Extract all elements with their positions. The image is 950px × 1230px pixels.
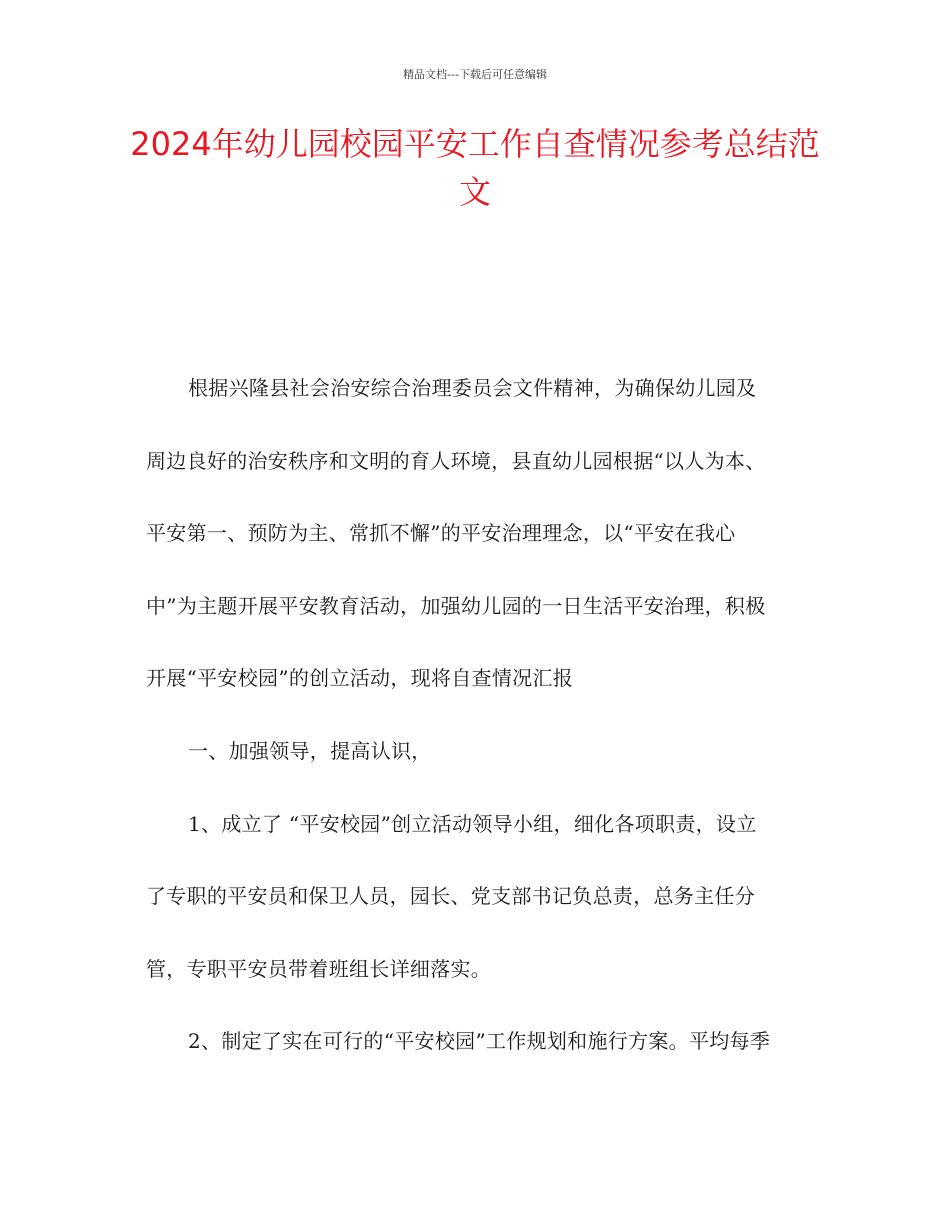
paragraph-line: 开展“平安校园”的创立活动，现将自查情况汇报: [146, 666, 574, 691]
section-heading: 一、加强领导，提高认识，: [188, 738, 432, 763]
paragraph-line: 根据兴隆县社会治安综合治理委员会文件精神，为确保幼儿园及: [188, 376, 757, 400]
document-body: [146, 362, 806, 1088]
paragraph-line: 周边良好的治安秩序和文明的育人环境，县直幼儿园根据“以人为本、: [146, 448, 766, 473]
header-note: 精品文档---下载后可任意编辑: [403, 68, 547, 81]
paragraph-line: 1、成立了 “平安校园”创立活动领导小组，细化各项职责，设立: [188, 811, 757, 836]
paragraph-line: 平安第一、预防为主、常抓不懈”的平安治理理念，以“平安在我心: [146, 521, 736, 546]
paragraph-line: 2、制定了实在可行的“平安校园”工作规划和施行方案。平均每季: [188, 1029, 771, 1054]
paragraph-line: 中”为主题开展平安教育活动，加强幼儿园的一日生活平安治理，积极: [146, 593, 766, 618]
document-title: 2024年幼儿园校园平安工作自查情况参考总结范文: [130, 125, 820, 211]
paragraph-line: 管，专职平安员带着班组长详细落实。: [146, 956, 492, 981]
paragraph-line: 了专职的平安员和保卫人员，园长、党支部书记负总责，总务主任分: [146, 884, 755, 909]
